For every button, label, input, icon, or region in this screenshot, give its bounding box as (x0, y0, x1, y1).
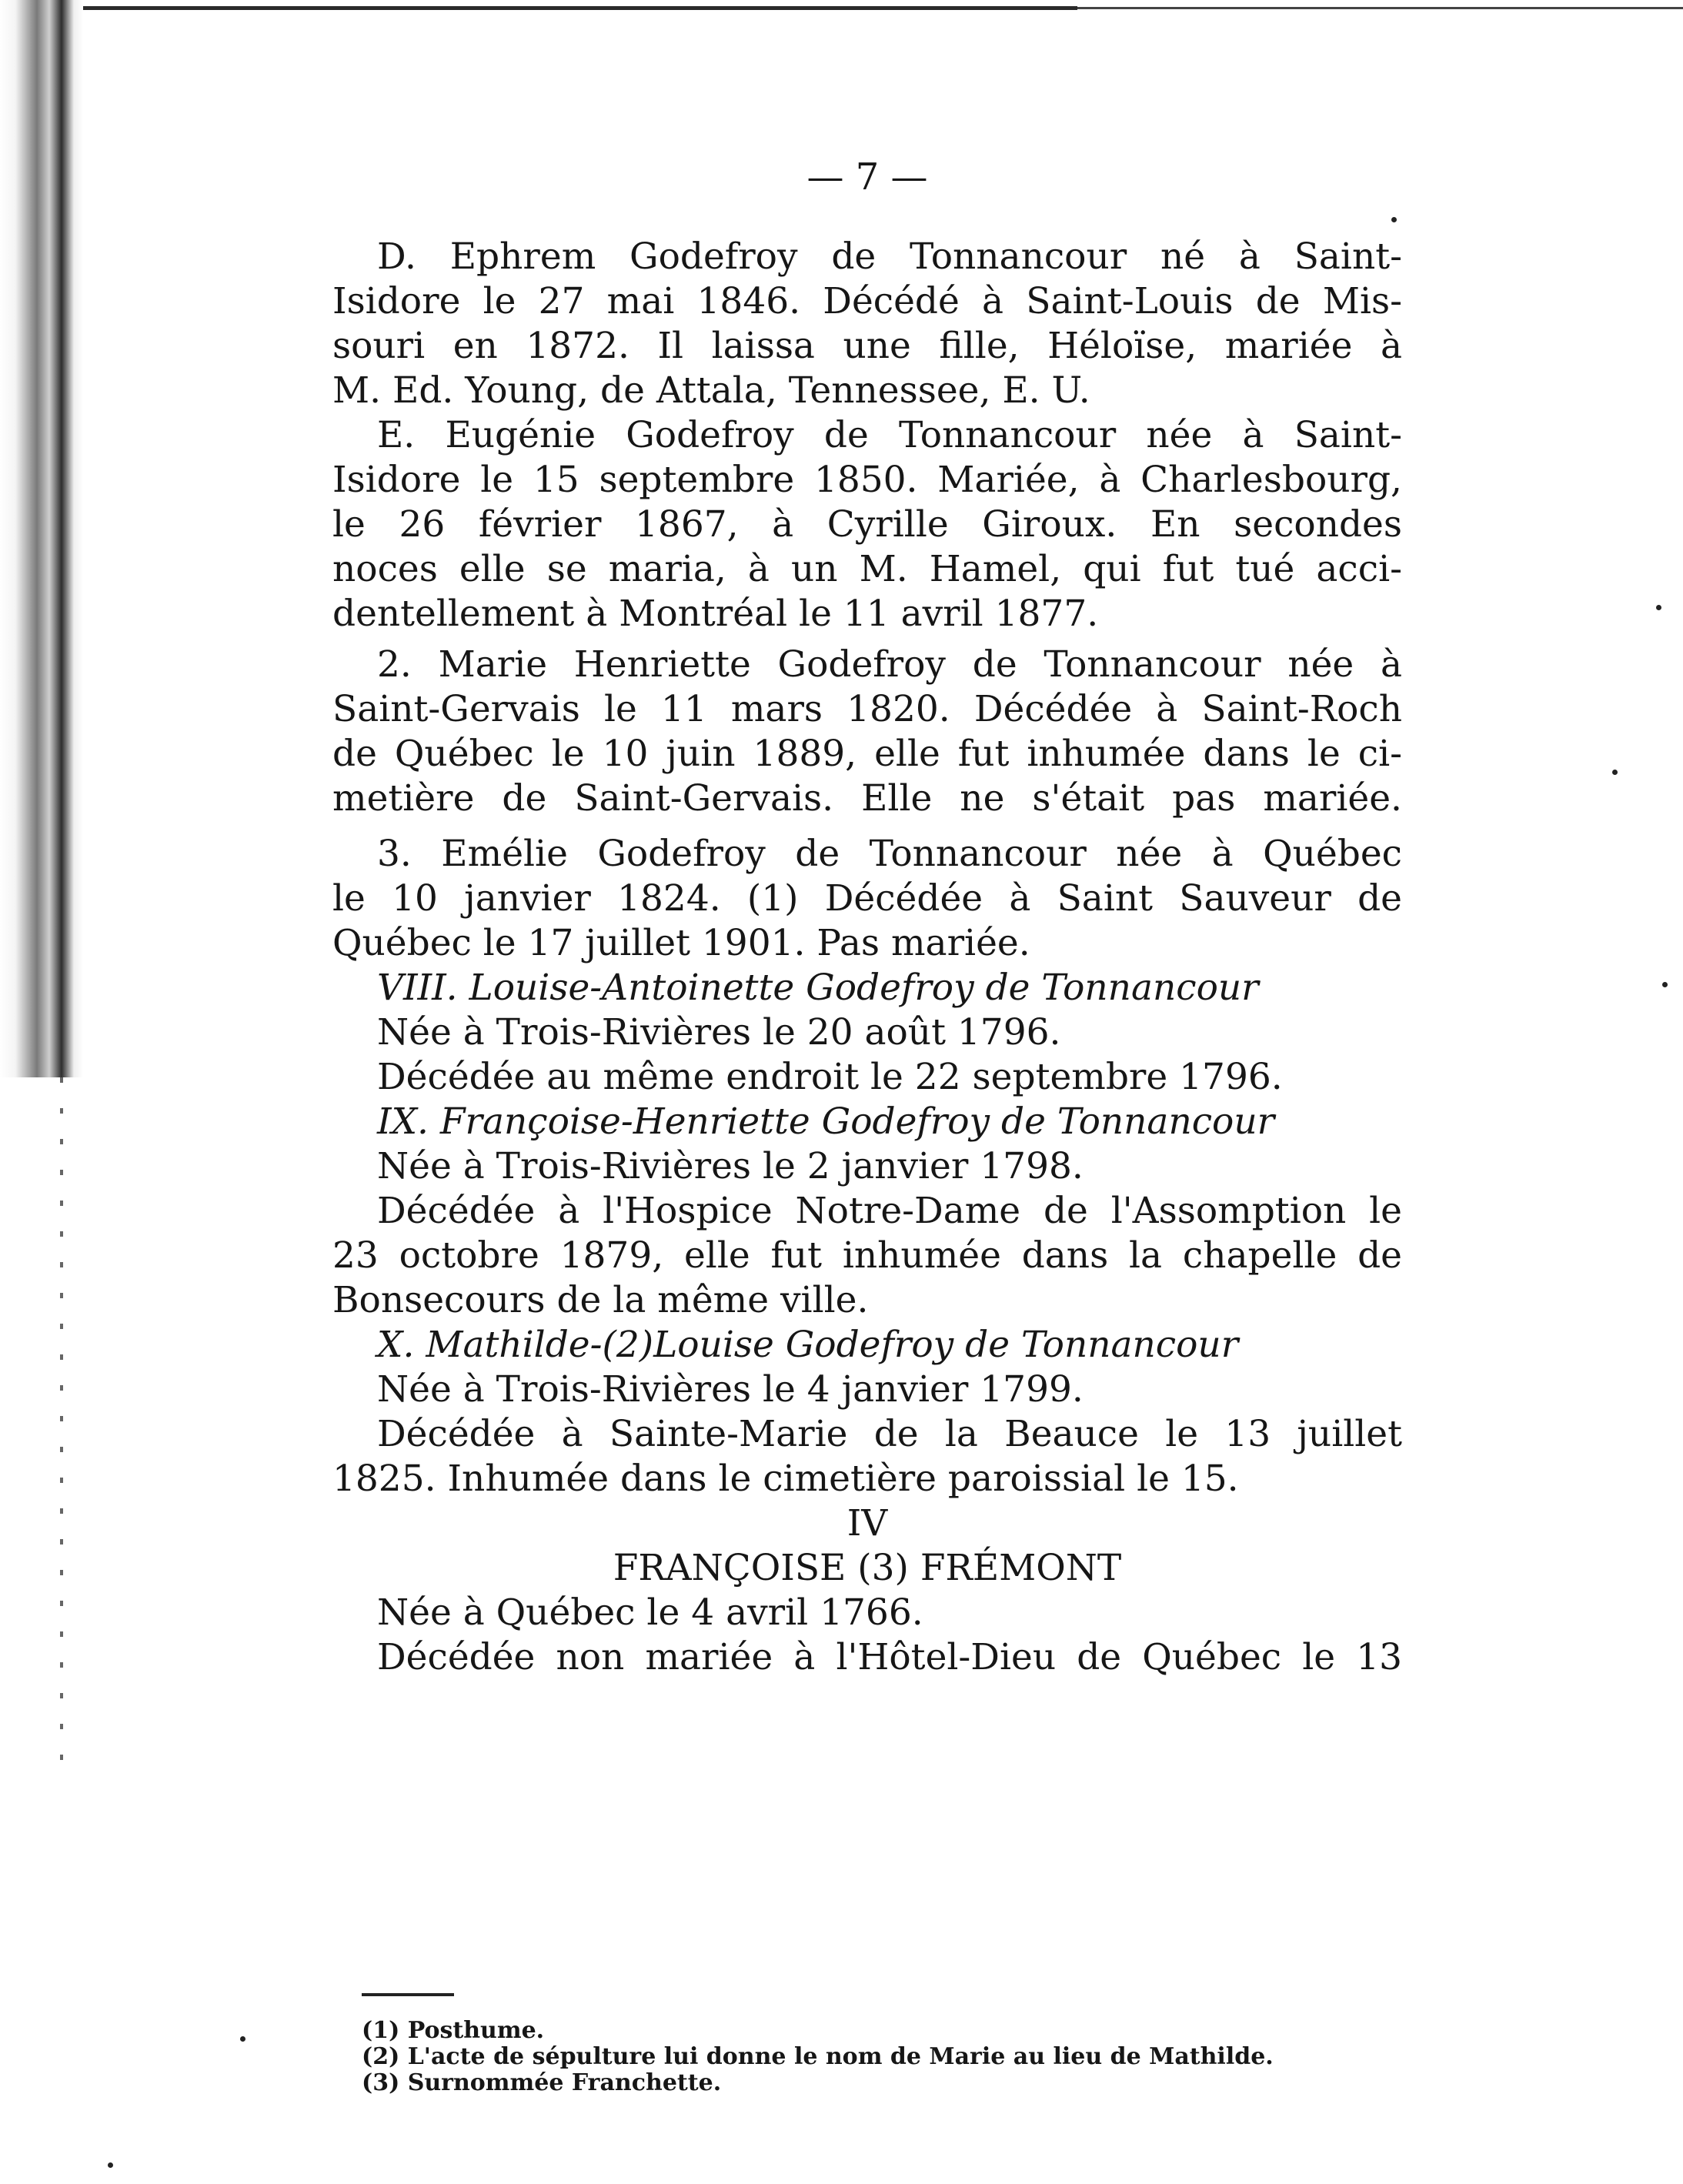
book-binding-edge (0, 0, 83, 1077)
text-line: E. Eugénie Godefroy de Tonnancour née à Saint- (377, 414, 1402, 456)
text-line: Bonsecours de la même ville. (332, 1279, 869, 1321)
text-line: de Québec le 10 juin 1889, elle fut inhumée dans le ci- (332, 733, 1402, 775)
binding-edge-marks (60, 1077, 63, 1770)
text-line: le 26 février 1867, à Cyrille Giroux. En secondes (332, 503, 1402, 546)
section-heading: FRANÇOISE (3) FRÉMONT (613, 1547, 1122, 1589)
text-line: X. Mathilde-(2)Louise Godefroy de Tonnancour (377, 1324, 1239, 1366)
footnote: (1) Posthume. (362, 2017, 545, 2044)
text-line: Née à Trois-Rivières le 20 août 1796. (377, 1011, 1061, 1054)
text-line: Isidore le 15 septembre 1850. Mariée, à Charlesbourg, (332, 459, 1402, 501)
text-line: le 10 janvier 1824. (1) Décédée à Saint Sauveur de (332, 877, 1402, 920)
scan-speck (1612, 770, 1618, 775)
text-line: 2. Marie Henriette Godefroy de Tonnancour née à (377, 643, 1402, 686)
text-line: IX. Françoise-Henriette Godefroy de Tonnancour (377, 1100, 1275, 1143)
text-line: Née à Québec le 4 avril 1766. (377, 1591, 923, 1634)
text-line: metière de Saint-Gervais. Elle ne s'était pas mariée. (332, 777, 1402, 820)
text-line: M. Ed. Young, de Attala, Tennessee, E. U. (332, 369, 1090, 412)
scan-speck (1656, 605, 1661, 610)
page-number: — 7 — (806, 155, 928, 199)
footnote: (2) L'acte de sépulture lui donne le nom de Marie au lieu de Mathilde. (362, 2043, 1274, 2070)
text-line: Décédée au même endroit le 22 septembre 1796. (377, 1056, 1283, 1098)
text-line: Née à Trois-Rivières le 4 janvier 1799. (377, 1368, 1084, 1411)
text-line: souri en 1872. Il laissa une fille, Héloïse, mariée à (332, 325, 1402, 367)
section-number: IV (847, 1502, 888, 1544)
scan-speck (1391, 217, 1397, 222)
scan-top-edge (0, 6, 1077, 10)
text-line: noces elle se maria, à un M. Hamel, qui fut tué acci- (332, 548, 1402, 590)
text-line: 23 octobre 1879, elle fut inhumée dans la chapelle de (332, 1234, 1402, 1277)
text-line: Saint-Gervais le 11 mars 1820. Décédée à Saint-Roch (332, 688, 1402, 730)
text-line: 3. Emélie Godefroy de Tonnancour née à Québec (377, 833, 1402, 875)
footnote: (3) Surnommée Franchette. (362, 2069, 722, 2096)
scan-speck (1662, 982, 1668, 987)
footnote-rule (362, 1993, 454, 1996)
scan-speck (240, 2036, 245, 2042)
text-line: Née à Trois-Rivières le 2 janvier 1798. (377, 1145, 1084, 1187)
text-line: VIII. Louise-Antoinette Godefroy de Tonnancour (377, 967, 1259, 1009)
text-line: Décédée non mariée à l'Hôtel-Dieu de Québec le 13 (377, 1636, 1402, 1678)
scan-speck (108, 2162, 113, 2168)
text-line: Québec le 17 juillet 1901. Pas mariée. (332, 922, 1030, 964)
text-line: Isidore le 27 mai 1846. Décédé à Saint-Louis de Mis- (332, 280, 1402, 322)
text-line: 1825. Inhumée dans le cimetière paroissial le 15. (332, 1458, 1239, 1500)
text-line: dentellement à Montréal le 11 avril 1877. (332, 593, 1099, 635)
text-line: Décédée à Sainte-Marie de la Beauce le 13 juillet (377, 1413, 1402, 1455)
text-line: D. Ephrem Godefroy de Tonnancour né à Saint- (377, 235, 1402, 278)
scan-top-edge-right (1077, 7, 1683, 9)
text-line: Décédée à l'Hospice Notre-Dame de l'Assomption le (377, 1190, 1402, 1232)
